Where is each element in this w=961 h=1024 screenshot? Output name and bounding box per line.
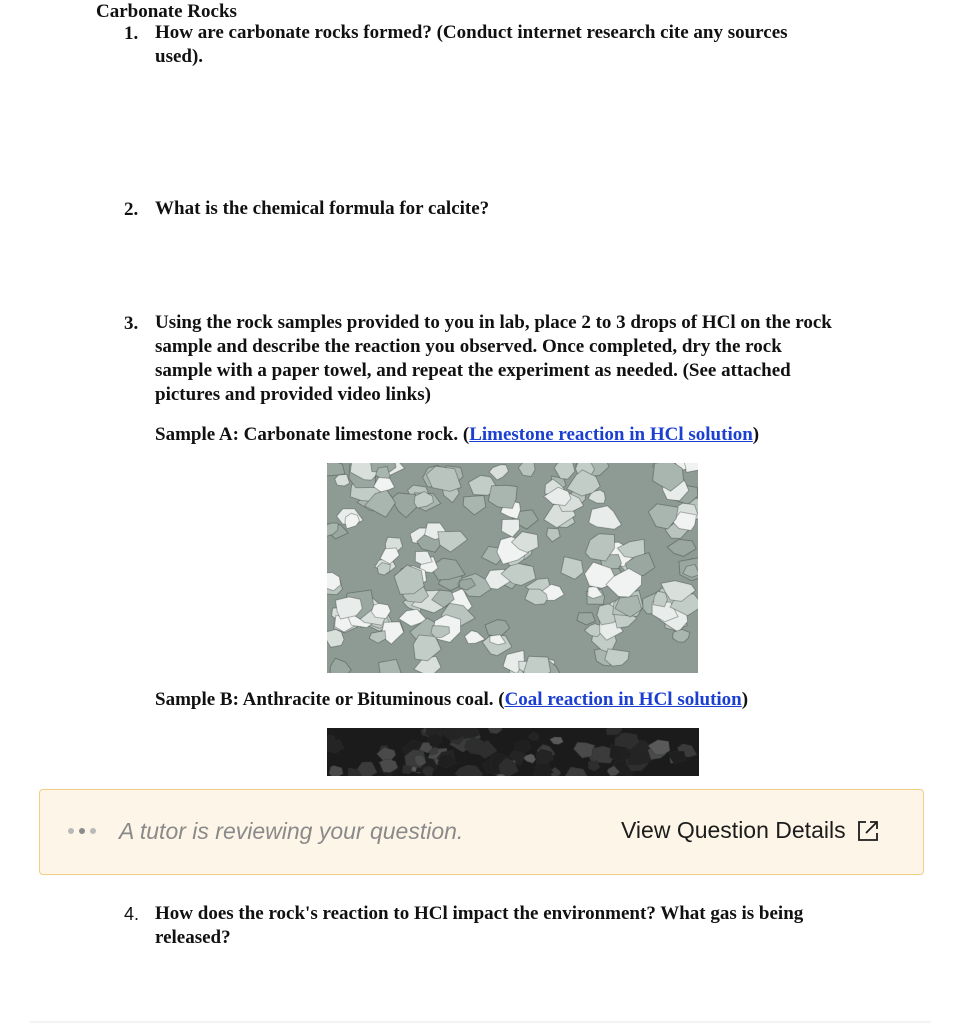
tutor-review-banner bbox=[39, 789, 924, 875]
question-line: How are carbonate rocks formed? (Conduct internet research cite any sources bbox=[155, 22, 788, 43]
question-line: used). bbox=[155, 46, 204, 67]
limestone-rock-image bbox=[327, 463, 698, 673]
rock-pebble bbox=[423, 766, 434, 776]
loading-dot bbox=[90, 828, 96, 834]
rock-pebble bbox=[329, 766, 343, 777]
document-title: Carbonate Rocks bbox=[96, 1, 237, 22]
rock-pebble bbox=[327, 629, 344, 647]
external-link-icon bbox=[856, 819, 880, 843]
rock-pebble bbox=[523, 656, 550, 673]
coal-rock-image bbox=[327, 728, 699, 776]
sample-a-label: Sample A: Carbonate limestone rock. ( bbox=[155, 424, 470, 445]
question-number: 1. bbox=[124, 23, 139, 44]
rock-pebble bbox=[335, 474, 350, 486]
coal-rock-photo bbox=[327, 728, 699, 776]
question-number: 2. bbox=[124, 199, 139, 220]
sample-a-line bbox=[155, 424, 759, 446]
loading-dot bbox=[68, 828, 74, 834]
sample-b-close: ) bbox=[741, 689, 749, 710]
question-line: Using the rock samples provided to you in lab, place 2 to 3 drops of HCl on the rock bbox=[155, 312, 832, 333]
question-number: 3. bbox=[124, 313, 139, 334]
question-line: released? bbox=[155, 927, 231, 948]
question-number: 4. bbox=[124, 904, 140, 924]
rock-pebble bbox=[371, 603, 390, 618]
question-1-text bbox=[155, 21, 788, 69]
loading-dots-icon bbox=[68, 828, 96, 834]
sample-a-close: ) bbox=[752, 424, 760, 445]
rock-pebble bbox=[327, 463, 345, 476]
limestone-video-link[interactable]: Limestone reaction in HCl solution bbox=[469, 424, 753, 445]
rock-pebble bbox=[684, 463, 698, 472]
loading-dot bbox=[79, 828, 85, 834]
question-line: sample and describe the reaction you observed. Once completed, dry the rock bbox=[155, 336, 782, 357]
sample-b-line bbox=[155, 689, 748, 711]
tutor-status-message: A tutor is reviewing your question. bbox=[119, 818, 464, 844]
rock-pebble bbox=[515, 740, 530, 752]
question-2-text bbox=[155, 197, 489, 221]
view-question-details-label: View Question Details bbox=[621, 817, 846, 843]
question-line: pictures and provided video links) bbox=[155, 384, 431, 405]
question-3-text bbox=[155, 311, 832, 407]
question-line: sample with a paper towel, and repeat the experiment as needed. (See attached bbox=[155, 360, 791, 381]
question-line: What is the chemical formula for calcite? bbox=[155, 198, 490, 219]
sample-b-label: Sample B: Anthracite or Bituminous coal. ( bbox=[155, 689, 505, 710]
coal-video-link[interactable]: Coal reaction in HCl solution bbox=[504, 689, 742, 710]
limestone-rock-photo bbox=[327, 463, 698, 673]
question-line: How does the rock's reaction to HCl impact the environment? What gas is being bbox=[155, 903, 804, 924]
view-question-details-button[interactable] bbox=[621, 817, 880, 844]
question-4-text bbox=[155, 902, 803, 950]
